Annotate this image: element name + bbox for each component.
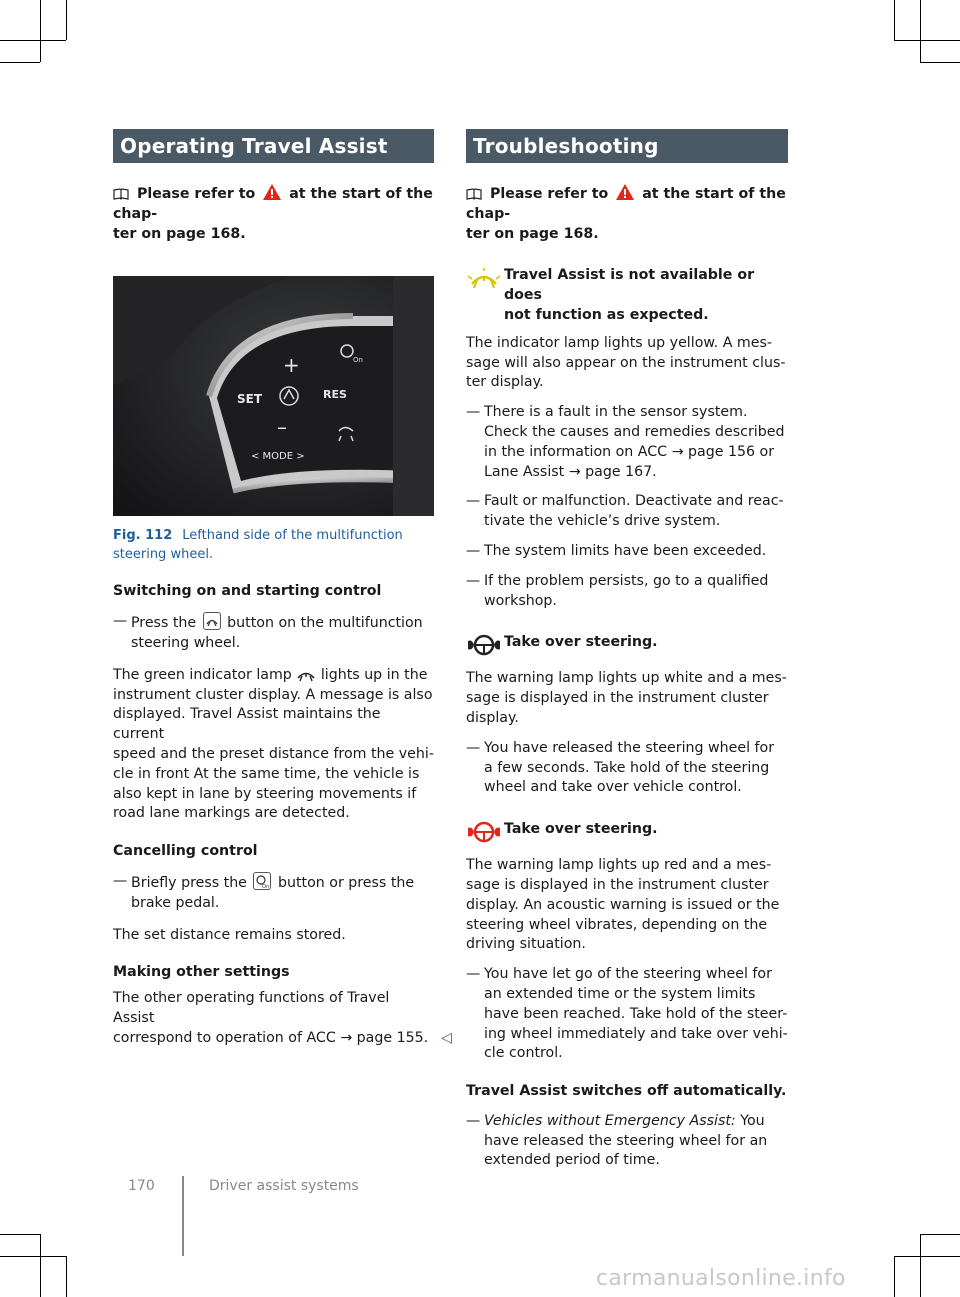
left-column xyxy=(113,129,452,1049)
steering-wheel-hands-icon xyxy=(466,633,502,657)
list-item: — There is a fault in the sensor system. Check the causes and remedies described in the information on ACC → page 156 or Lane Assist → page 167. xyxy=(466,404,785,480)
subheading-switching-on: Switching on and starting control xyxy=(113,583,382,600)
list-item: — You have let go of the steering wheel for an extended time or the system limits have been reached. Take hold of the steer- ing wheel immediately and take over vehi- cle control. xyxy=(466,966,788,1062)
indicator-take-over-red: Take over steering. xyxy=(466,820,788,848)
paragraph: The warning lamp lights up red and a mes- sage is displayed in the instrument cluster display. An acoustic warning is issued or the steering wheel vibrates, depending on the driving situation. xyxy=(466,857,780,953)
plus-label: + xyxy=(283,353,300,378)
set-label: SET xyxy=(237,392,263,407)
crop-mark xyxy=(40,0,41,62)
paragraph: The green indicator lamp lights up in the instrument cluster display. A message is also displayed. Travel Assist maintains the current speed and the preset distance from the vehi- cle in front At the same time, the vehicle is also kept in lane by steering movements if road lane markings are detected. xyxy=(113,666,434,822)
section-header-troubleshooting: Troubleshooting xyxy=(466,129,788,163)
yellow-travel-assist-lamp-icon xyxy=(466,266,502,290)
watermark: carmanualsonline.info xyxy=(596,1266,846,1291)
crop-mark xyxy=(40,1234,41,1297)
section-header-operating: Operating Travel Assist xyxy=(113,129,434,163)
indicator-travel-assist-unavailable: Travel Assist is not available or does not function as expected. xyxy=(466,266,788,325)
crop-mark xyxy=(920,1234,960,1235)
crop-mark xyxy=(894,1256,960,1257)
crop-mark xyxy=(0,40,66,41)
res-label: RES xyxy=(323,388,347,402)
crop-mark xyxy=(66,0,67,40)
svg-text:On: On xyxy=(353,356,363,365)
crop-mark xyxy=(0,1256,66,1257)
warning-triangle-icon xyxy=(615,183,635,201)
section-end-mark: ◁ xyxy=(441,1029,452,1046)
crop-mark xyxy=(894,0,895,40)
warning-triangle-icon xyxy=(262,183,282,201)
crop-mark xyxy=(0,62,40,63)
crop-mark xyxy=(920,1234,921,1297)
subheading-other-settings: Making other settings xyxy=(113,964,290,981)
list-item: — Press the button on the multifunction steering wheel. xyxy=(113,613,423,651)
crop-mark xyxy=(894,40,960,41)
paragraph: The warning lamp lights up white and a mes- sage is displayed in the instrument cluster display. xyxy=(466,670,787,726)
crop-mark xyxy=(66,1256,67,1297)
paragraph: The other operating functions of Travel Assist correspond to operation of ACC → page 155. ◁ xyxy=(113,989,434,1048)
figure-caption xyxy=(113,526,434,564)
mode-label: < MODE > xyxy=(251,451,305,463)
red-steering-wheel-hands-icon xyxy=(466,820,502,844)
ref-text-b: at the start of the chap- xyxy=(113,186,433,222)
list-item: — Vehicles without Emergency Assist: You have released the steering wheel for an extended period of time. xyxy=(466,1112,768,1169)
minus-label: – xyxy=(277,415,287,440)
paragraph: The indicator lamp lights up yellow. A mes- sage will also appear on the instrument clus- ter display. xyxy=(466,334,786,391)
book-icon xyxy=(113,188,129,200)
cross-reference-arrow: → xyxy=(340,1029,353,1046)
indicator-take-over-white: Take over steering. xyxy=(466,633,788,661)
list-item: — If the problem persists, go to a qualified workshop. xyxy=(466,572,769,609)
right-column xyxy=(466,129,788,1171)
footer-divider xyxy=(182,1176,184,1256)
page-link[interactable]: page 155. xyxy=(356,1029,429,1046)
chapter-title: Driver assist systems xyxy=(209,1178,359,1194)
crop-mark xyxy=(894,1256,895,1297)
travel-assist-button-icon xyxy=(203,612,221,630)
crop-mark xyxy=(920,62,960,63)
on-off-button-icon xyxy=(253,872,271,890)
ref-text-c: ter on page 168. xyxy=(113,225,246,242)
page-number: 170 xyxy=(128,1178,155,1194)
list-item: — Briefly press the On button or press the brake pedal. xyxy=(113,872,415,911)
svg-text:On: On xyxy=(262,883,270,889)
safety-reference xyxy=(113,183,434,244)
list-item: — Fault or malfunction. Deactivate and reac- tivate the vehicle’s drive system. xyxy=(466,493,784,530)
safety-reference: Please refer to at the start of the chap- ter on page 168. xyxy=(466,183,788,244)
ref-text-a: Please refer to xyxy=(136,186,256,202)
green-indicator-lamp-icon xyxy=(296,668,316,682)
page-link[interactable]: page 156 or xyxy=(688,443,775,460)
paragraph: The set distance remains stored. xyxy=(113,926,346,943)
fig-caption-a: Lefthand side of the multifunction xyxy=(182,528,403,544)
page-link[interactable]: page 167. xyxy=(585,463,657,480)
list-item: — The system limits have been exceeded. xyxy=(466,542,767,559)
subheading-switches-off: Travel Assist switches off automatically. xyxy=(466,1083,787,1100)
steering-wheel-illustration xyxy=(113,276,434,516)
list-item: — You have released the steering wheel for a few seconds. Take hold of the steering wheel and take over vehicle control. xyxy=(466,739,775,796)
figure-number: Fig. 112 xyxy=(113,528,173,544)
crop-mark xyxy=(0,1234,40,1235)
steering-wheel-photo xyxy=(113,276,434,516)
fig-caption-b: steering wheel. xyxy=(113,547,214,563)
crop-mark xyxy=(920,0,921,62)
book-icon xyxy=(466,188,482,200)
subheading-cancelling: Cancelling control xyxy=(113,843,258,860)
